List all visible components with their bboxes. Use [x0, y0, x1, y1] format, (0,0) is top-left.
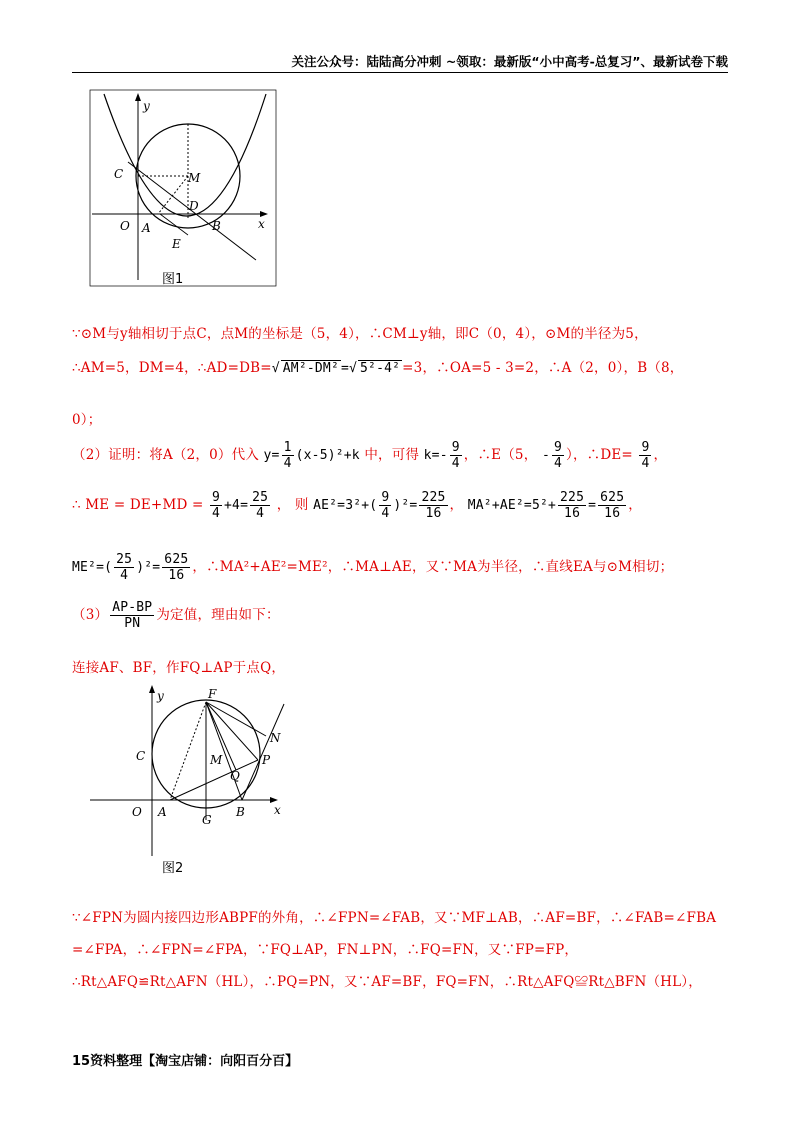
header-text: 关注公众号：陆陆高分冲刺 ~领取：最新版“小中高考-总复习”、最新试卷下载 [291, 54, 728, 69]
line-7: （3） $\frac{AP-BP}{PN}$ 为定值，理由如下： [72, 600, 280, 631]
page-number: 15 [72, 1054, 91, 1069]
svg-text:A: A [142, 221, 151, 235]
svg-text:E: E [172, 237, 181, 251]
figure-2-caption: 图2 [162, 861, 184, 876]
svg-text:D: D [189, 199, 199, 213]
svg-text:P: P [262, 753, 271, 767]
svg-text:M: M [210, 753, 223, 767]
line-6: ME²=( $\frac{25}{4}$ )²= $\frac{625}{16}$ ，∴MA²+AE²=ME²，∴MA⊥AE，又∵MA为半径，∴直线EA与⊙M相切； [72, 552, 674, 583]
svg-text:A: A [158, 805, 167, 819]
svg-text:Q: Q [230, 769, 240, 783]
page-footer [72, 1050, 298, 1069]
line-2: ∴AM=5，DM=4，∴AD=DB=√ AM²-DM² =√ 5²-4² =3，∴OA=5 - 3=2，∴A（2，0），B（8， [72, 360, 684, 376]
svg-text:N: N [270, 731, 281, 745]
svg-text:x: x [274, 803, 281, 817]
figure-2 [88, 680, 300, 860]
svg-text:B: B [236, 805, 245, 819]
figure-2-diagram [88, 680, 300, 860]
svg-text:y: y [157, 689, 164, 703]
parabola [104, 94, 266, 216]
line-4: （2）证明：将A（2，0）代入 y= $\frac{1}{4}$ (x-5)²+k 中，可得 k=- $\frac{9}{4}$ ，∴E（5， - $\frac{9}{4}$ ），∴DE= $\frac{9}{4}$ ， [72, 440, 668, 471]
page-header [72, 52, 728, 73]
svg-text:C: C [114, 167, 124, 181]
figure-1-caption: 图1 [162, 272, 184, 287]
svg-text:O: O [120, 219, 130, 233]
line-5: ∴ ME = DE+MD = $\frac{9}{4}$ +4= $\frac{25}{4}$ ， 则 AE²=3²+( $\frac{9}{4}$ )²= $\frac{225}{16}$ ， MA²+AE²=5²+ $\frac{225}{16}$ = $\frac{625}{16}$ ， [72, 490, 642, 521]
svg-text:x: x [258, 217, 265, 231]
svg-text:y: y [143, 99, 150, 113]
svg-text:F: F [208, 687, 217, 701]
line-10: =∠FPA，∴∠FPN=∠FPA，∵FQ⊥AP，FN⊥PN，∴FQ=FN，又∵FP=FP， [72, 942, 579, 958]
svg-text:O: O [132, 805, 142, 819]
svg-text:M: M [188, 171, 201, 185]
svg-text:B: B [212, 219, 221, 233]
line-1: ∵⊙M与y轴相切于点C，点M的坐标是（5，4），∴CM⊥y轴，即C（0，4），⊙M的半径为5， [72, 326, 648, 342]
svg-text:G: G [202, 813, 212, 827]
line-3: 0）； [72, 412, 102, 428]
svg-text:C: C [136, 749, 146, 763]
figure-1 [88, 88, 278, 288]
figure-1-diagram [88, 88, 278, 288]
line-9: ∵∠FPN为圆内接四边形ABPF的外角，∴∠FPN=∠FAB，又∵MF⊥AB，∴AF=BF，∴∠FAB=∠FBA [72, 910, 717, 926]
line-11: ∴Rt△AFQ≌Rt△AFN（HL），∴PQ=PN，又∵AF=BF，FQ=FN，∴Rt△AFQ≌Rt△BFN（HL）， [72, 974, 702, 990]
footer-text: 资料整理【淘宝店铺：向阳百分百】 [90, 1054, 299, 1069]
line-8: 连接AF、BF，作FQ⊥AP于点Q， [72, 660, 286, 676]
